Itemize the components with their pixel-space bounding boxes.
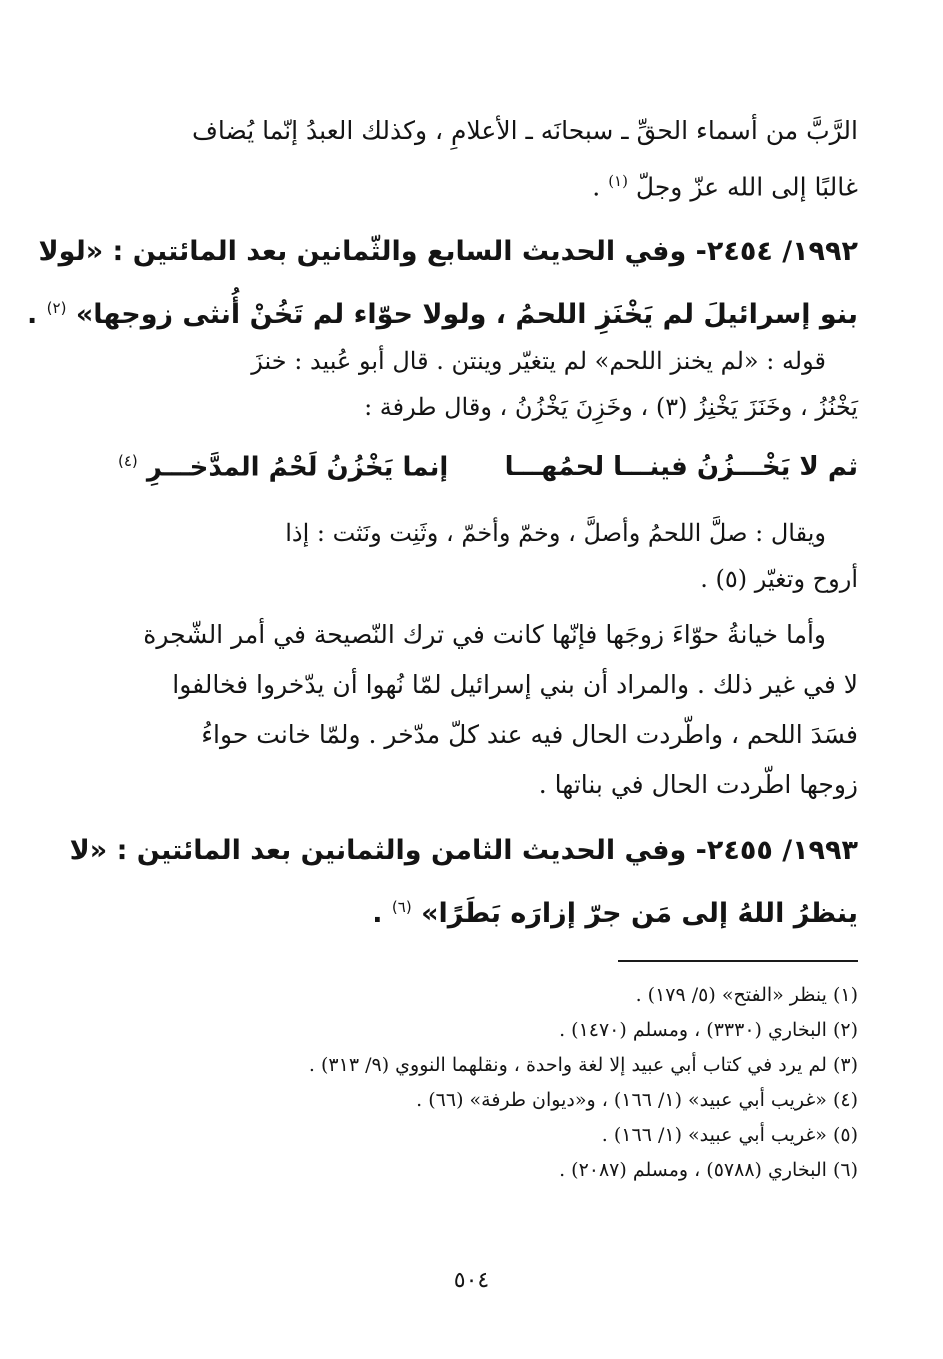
hadith-1992	[26, 223, 858, 343]
paragraph-1	[118, 106, 858, 212]
hadith-1992-line-1: ١٩٩٢/ ٢٤٥٤- وفي الحديث السابع والثّمانين بعد المائتين : «لولا	[38, 236, 858, 267]
hadith-1992-end: .	[26, 299, 47, 330]
footnote-4: (٤) «غريب أبي عبيد» (١/ ١٦٦) ، و«ديوان طرفة» (٦٦) .	[416, 1089, 858, 1111]
commentary-3-line-1: وأما خيانةُ حوّاءَ زوجَها فإنّها كانت في ترك النّصيحة في أمر الشّجرة	[143, 620, 826, 649]
footnotes	[118, 978, 858, 1188]
page-number: ٥٠٤	[453, 1268, 490, 1293]
hadith-1992-line-2	[26, 280, 858, 343]
hadith-1992-line-2-text: بنو إسرائيلَ لم يَخْنَزِ اللحمُ ، ولولا حوّاء لم تَخُنْ أُنثى زوجها»	[75, 299, 858, 330]
verse-of-tarafa	[118, 452, 858, 496]
commentary-3	[118, 610, 858, 810]
commentary-2-line-2: أروح وتغيّر (٥) .	[700, 565, 858, 593]
footnote-ref-1[interactable]: (١)	[608, 172, 628, 190]
paragraph-1-end: .	[592, 172, 609, 202]
commentary-3-line-3: فسَدَ اللحم ، واطّردت الحال فيه عند كلّ مدّخر . ولمّا خانت حواءُ	[201, 720, 858, 749]
commentary-2-line-1: ويقال : صلَّ اللحمُ وأصلَّ ، وخمّ وأخمّ ، وثَنِت ونَثت : إذا	[285, 519, 826, 547]
commentary-1-line-2: يَخْنُزُ ، وخَنَزَ يَخْنِزُ (٣) ، وخَزِنَ يَخْزُنُ ، وقال طرفة :	[364, 393, 858, 421]
hadith-1993-line-2-text: ينظرُ اللهُ إلى مَن جرّ إزارَه بَطَرًا»	[421, 898, 858, 929]
hadith-1993-line-2	[118, 879, 858, 942]
footnote-separator	[618, 960, 858, 962]
commentary-2	[118, 510, 858, 602]
verse-hemistich-1: ثم لا يَخْـــزُنُ فينـــا لحمُهـــا	[504, 452, 858, 482]
hadith-1993	[69, 822, 858, 942]
commentary-3-line-2: لا في غير ذلك . والمراد أن بني إسرائيل لمّا نُهوا أن يدّخروا فخالفوا	[172, 670, 858, 699]
footnote-5: (٥) «غريب أبي عبيد» (١/ ١٦٦) .	[601, 1124, 858, 1146]
paragraph-1-line-1: الرَّبَّ من أسماء الحقِّ ـ سبحانَه ـ الأعلامِ ، وكذلك العبدُ إنّما يُضاف	[191, 116, 858, 145]
footnote-ref-4[interactable]: (٤)	[118, 452, 138, 470]
footnote-ref-6[interactable]: (٦)	[391, 898, 412, 916]
paragraph-1-line-2	[118, 156, 858, 212]
commentary-1	[118, 338, 858, 430]
footnote-ref-2[interactable]: (٢)	[46, 299, 67, 317]
hadith-1993-line-1: ١٩٩٣/ ٢٤٥٥- وفي الحديث الثامن والثمانين بعد المائتين : «لا	[69, 835, 858, 866]
footnote-2: (٢) البخاري (٣٣٣٠) ، ومسلم (١٤٧٠) .	[559, 1019, 858, 1041]
footnote-6: (٦) البخاري (٥٧٨٨) ، ومسلم (٢٠٨٧) .	[559, 1159, 858, 1181]
commentary-3-line-4: زوجها اطّردت الحال في بناتها .	[538, 770, 858, 799]
paragraph-1-line-2-text: غالبًا إلى الله عزّ وجلّ	[635, 172, 858, 202]
footnote-3: (٣) لم يرد في كتاب أبي عبيد إلا لغة واحدة ، ونقلهما النووي (٩/ ٣١٣) .	[308, 1054, 858, 1076]
verse-hemistich-2: إنما يَخْزُنُ لَحْمُ المدَّخـــرِ	[146, 452, 449, 483]
footnote-1: (١) ينظر «الفتح» (٥/ ١٧٩) .	[635, 984, 858, 1006]
commentary-1-line-1: قوله : «لم يخنز اللحم» لم يتغيّر وينتن . قال أبو عُبيد : خنزَ	[251, 347, 826, 375]
hadith-1993-end: .	[372, 898, 392, 929]
verse-hemistich-2-wrap	[118, 452, 448, 483]
